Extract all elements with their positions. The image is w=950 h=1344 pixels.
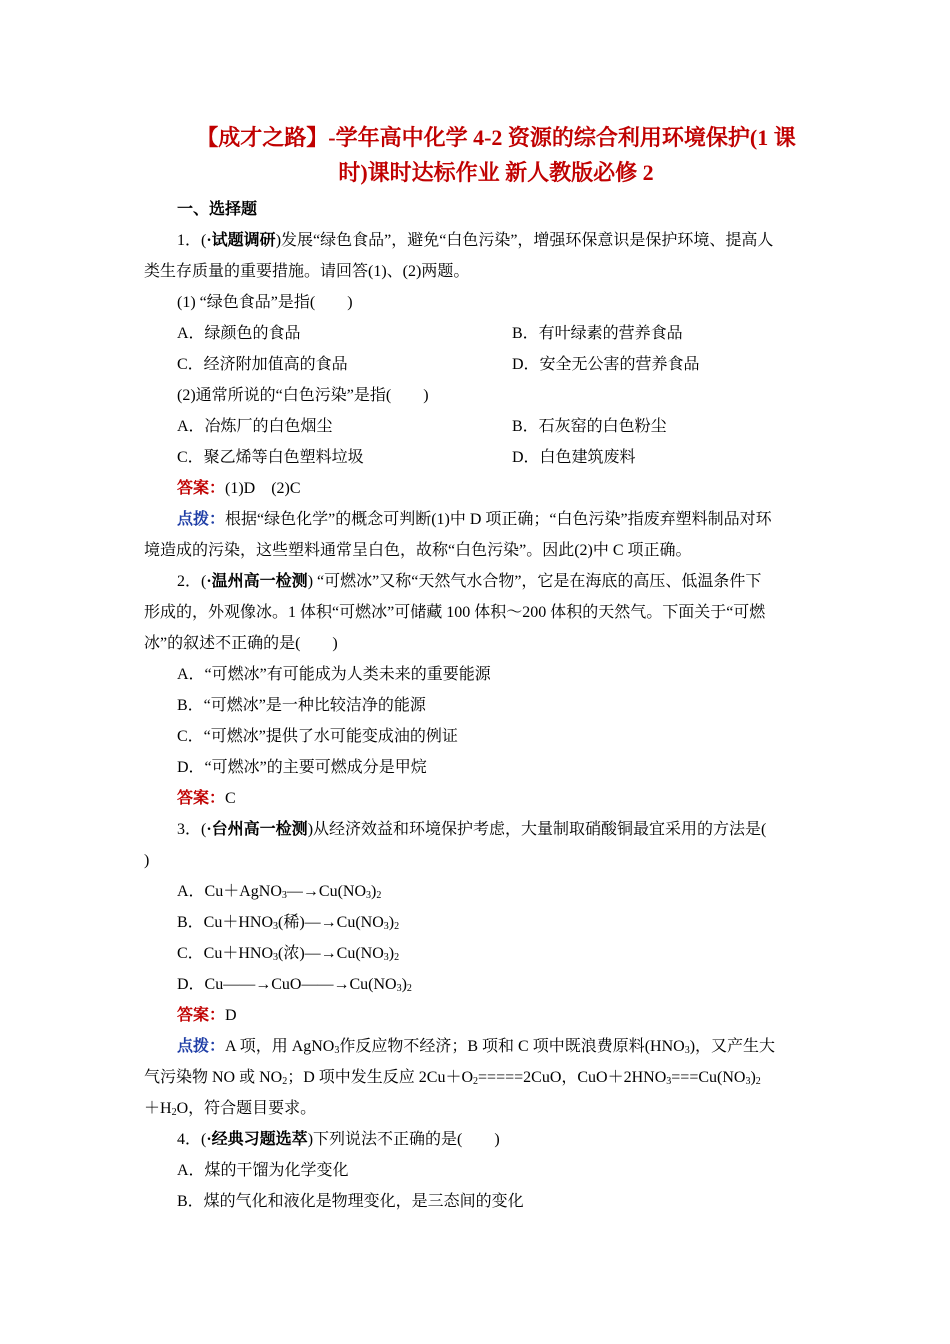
option-a: A．冶炼厂的白色烟尘: [177, 418, 333, 435]
question-3-stem: [144, 814, 808, 876]
answer-3: [144, 1000, 808, 1031]
option-d: D．$Cu――\to CuO――\to Cu(NO_3)_2$: [177, 976, 412, 994]
title-line-2: 时)课时达标作业 新人教版必修 2: [338, 160, 654, 185]
question-number: 4．(: [177, 1131, 207, 1148]
question-4-stem: [144, 1124, 808, 1155]
option-b: B．有叶绿素的营养食品: [512, 325, 683, 342]
option-a: A．煤的干馏为化学变化: [177, 1162, 349, 1179]
answer-label: 答案：: [177, 1007, 226, 1024]
option-d: D．白色建筑废料: [512, 449, 636, 466]
option-b: B．“可燃冰”是一种比较洁净的能源: [177, 697, 426, 714]
option-d: D．“可燃冰”的主要可燃成分是甲烷: [177, 759, 427, 776]
question-text: )下列说法不正确的是( ): [307, 1131, 500, 1148]
option-c: C．经济附加值高的食品: [177, 356, 348, 373]
options-row: [144, 442, 808, 473]
answer-value: C: [225, 790, 236, 807]
sub-question-1: (1) “绿色食品”是指( ): [177, 294, 353, 311]
option-d: D．安全无公害的营养食品: [512, 356, 700, 373]
option-a: A．绿颜色的食品: [177, 325, 301, 342]
document-body: [144, 194, 808, 1217]
answer-label: 答案：: [177, 480, 226, 497]
question-text: )发展“绿色食品”，避免“白色污染”，增强环保意识是保护环境、提高人: [275, 232, 774, 249]
question-text: 形成的，外观像冰。1 体积“可燃冰”可储藏 100 体积～200 体积的天然气。下面关于“可燃: [144, 604, 766, 621]
option-c: C．$Cu+HNO_3$(浓)$―\to Cu(NO_3)_2$: [177, 945, 400, 963]
section-heading: 一、选择题: [177, 201, 258, 218]
question-source: ·试题调研: [206, 232, 276, 249]
sub-question-2: (2)通常所说的“白色污染”是指( ): [177, 387, 429, 404]
question-text: ) “可燃冰”又称“天然气水合物”，它是在海底的高压、低温条件下: [307, 573, 762, 590]
question-number: 1．(: [177, 232, 207, 249]
hint-text: 境造成的污染，这些塑料通常呈白色，故称“白色污染”。因此(2)中 C 项正确。: [144, 542, 692, 559]
option-c: C．“可燃冰”提供了水可能变成油的例证: [177, 728, 458, 745]
question-1-stem: [144, 225, 808, 287]
question-text: 类生存质量的重要措施。请回答(1)、(2)两题。: [144, 263, 470, 280]
option-b: B．$Cu+HNO_3$(稀)$―\to Cu(NO_3)_2$: [177, 914, 400, 932]
option-a: A．“可燃冰”有可能成为人类未来的重要能源: [177, 666, 491, 683]
hint-3: 点拨：A 项，用 AgNO$_3$作反应物不经济；B 项和 C 项中既浪费原料$(HNO_3)$，又产生大 气污染物 NO 或 $NO_2$；D 项中发生反应 $2Cu+O_2=====2CuO$，$CuO+2HNO_3===Cu(NO_3)_2$ $+H_2O$，符合题目要求。: [144, 1038, 776, 1118]
answer-value: (1)D (2)C: [225, 480, 301, 497]
question-source: ·台州高一检测: [206, 821, 308, 838]
option-b: B．石灰窑的白色粉尘: [512, 418, 667, 435]
question-text: ): [144, 852, 150, 869]
question-number: 2．(: [177, 573, 207, 590]
question-text: )从经济效益和环境保护考虑，大量制取硝酸铜最宜采用的方法是(: [307, 821, 767, 838]
option-c: C．聚乙烯等白色塑料垃圾: [177, 449, 364, 466]
hint-1: [144, 504, 808, 566]
hint-text: 根据“绿色化学”的概念可判断(1)中 D 项正确；“白色污染”指废弃塑料制品对环: [225, 511, 772, 528]
question-source: ·温州高一检测: [206, 573, 308, 590]
answer-label: 答案：: [177, 790, 226, 807]
answer-1: [144, 473, 808, 504]
options-row: [144, 411, 808, 442]
question-source: ·经典习题选萃: [206, 1131, 308, 1148]
question-number: 3．(: [177, 821, 207, 838]
options-row: [144, 318, 808, 349]
title-line-1: 【成才之路】-学年高中化学 4-2 资源的综合利用环境保护(1 课: [196, 125, 796, 150]
options-row: [144, 349, 808, 380]
document-title: [176, 120, 816, 190]
hint-label: 点拨：: [177, 1038, 226, 1055]
hint-label: 点拨：: [177, 511, 226, 528]
question-2-stem: [144, 566, 808, 659]
option-b: B．煤的气化和液化是物理变化，是三态间的变化: [177, 1193, 524, 1210]
answer-2: [144, 783, 808, 814]
option-a: A．$Cu+AgNO_3―\to Cu(NO_3)_2$: [177, 883, 382, 901]
answer-value: D: [225, 1007, 237, 1024]
question-text: 冰”的叙述不正确的是( ): [144, 635, 338, 652]
